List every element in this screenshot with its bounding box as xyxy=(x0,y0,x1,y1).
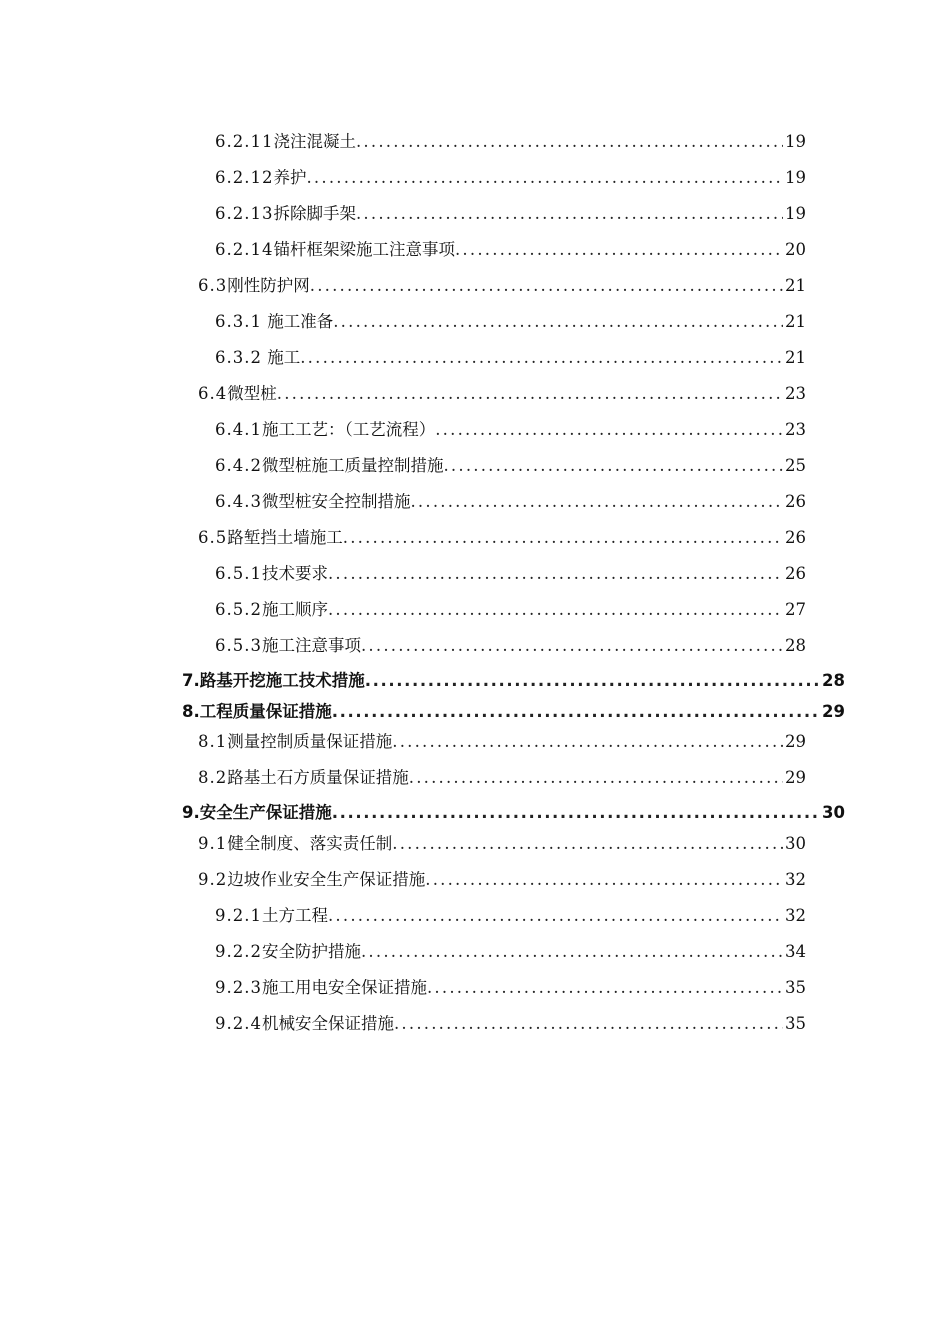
toc-entry[interactable] xyxy=(215,560,806,584)
toc-page-number: 20 xyxy=(785,240,806,259)
toc-entry[interactable] xyxy=(198,830,806,854)
toc-page-number: 26 xyxy=(785,564,806,583)
toc-number: 9.2 xyxy=(198,870,228,889)
leader-dots xyxy=(277,384,783,403)
toc-number: 9. xyxy=(182,803,200,822)
toc-page-number: 21 xyxy=(785,276,806,295)
leader-dots xyxy=(427,978,783,997)
toc-title: 健全制度、落实责任制 xyxy=(227,834,393,853)
toc-title: 路基土石方质量保证措施 xyxy=(227,768,409,787)
toc-entry[interactable] xyxy=(215,128,806,152)
toc-number: 6.2.12 xyxy=(215,168,274,187)
leader-dots xyxy=(361,636,783,655)
toc-title: 路堑挡土墙施工 xyxy=(227,528,343,547)
leader-dots xyxy=(435,420,783,439)
toc-title: 锚杆框架梁施工注意事项 xyxy=(273,240,455,259)
toc-number: 6.4 xyxy=(198,384,228,403)
toc-title: 施工 xyxy=(261,348,301,367)
toc-page-number: 23 xyxy=(785,384,806,403)
toc-number: 9.2.1 xyxy=(215,906,262,925)
toc-number: 6.4.2 xyxy=(215,456,262,475)
toc-number: 6.5.1 xyxy=(215,564,262,583)
toc-chapter[interactable] xyxy=(182,698,845,722)
toc-number: 8.2 xyxy=(198,768,228,787)
toc-title: 机械安全保证措施 xyxy=(261,1014,394,1033)
toc-page-number: 28 xyxy=(785,636,806,655)
toc-entry[interactable] xyxy=(215,344,806,368)
toc-number: 6.5.3 xyxy=(215,636,262,655)
leader-dots xyxy=(356,132,783,151)
toc-title: 工程质量保证措施 xyxy=(199,702,332,721)
leader-dots xyxy=(455,240,783,259)
toc-page-number: 30 xyxy=(822,803,845,822)
toc-title: 边坡作业安全生产保证措施 xyxy=(227,870,426,889)
toc-number: 9.2.4 xyxy=(215,1014,262,1033)
toc-chapter[interactable] xyxy=(182,799,845,823)
toc-entry[interactable] xyxy=(215,1010,806,1034)
toc-number: 6.4.1 xyxy=(215,420,262,439)
toc-number: 6.5 xyxy=(198,528,228,547)
toc-page-number: 23 xyxy=(785,420,806,439)
toc-page-number: 26 xyxy=(785,528,806,547)
leader-dots xyxy=(365,671,820,690)
toc-entry[interactable] xyxy=(198,866,806,890)
toc-chapter[interactable] xyxy=(182,667,845,691)
toc-page-number: 34 xyxy=(785,942,806,961)
toc-page-number: 27 xyxy=(785,600,806,619)
toc-number: 6.3.1 xyxy=(215,312,262,331)
toc-entry[interactable] xyxy=(198,524,806,548)
toc-entry[interactable] xyxy=(215,938,806,962)
toc-title: 路基开挖施工技术措施 xyxy=(199,671,365,690)
toc-title: 施工顺序 xyxy=(261,600,328,619)
toc-number: 6.3 xyxy=(198,276,228,295)
toc-number: 9.2.2 xyxy=(215,942,262,961)
toc-entry[interactable] xyxy=(215,200,806,224)
toc-page-number: 21 xyxy=(785,312,806,331)
toc-number: 9.2.3 xyxy=(215,978,262,997)
leader-dots xyxy=(333,312,783,331)
toc-title: 刚性防护网 xyxy=(227,276,310,295)
toc-page-number: 29 xyxy=(785,768,806,787)
toc-page-number: 19 xyxy=(785,204,806,223)
toc-page-number: 32 xyxy=(785,870,806,889)
leader-dots xyxy=(343,528,783,547)
toc-title: 养护 xyxy=(273,168,307,187)
leader-dots xyxy=(409,768,783,787)
leader-dots xyxy=(328,906,783,925)
toc-number: 8.1 xyxy=(198,732,228,751)
toc-entry[interactable] xyxy=(198,764,806,788)
toc-entry[interactable] xyxy=(215,416,806,440)
toc-page-number: 26 xyxy=(785,492,806,511)
toc-entry[interactable] xyxy=(215,902,806,926)
toc-entry[interactable] xyxy=(198,728,806,752)
toc-entry[interactable] xyxy=(215,596,806,620)
toc-entry[interactable] xyxy=(215,974,806,998)
toc-title: 浇注混凝土 xyxy=(273,132,356,151)
toc-title: 测量控制质量保证措施 xyxy=(227,732,393,751)
toc-number: 6.3.2 xyxy=(215,348,262,367)
toc-number: 6.2.13 xyxy=(215,204,274,223)
leader-dots xyxy=(410,492,783,511)
toc-number: 6.5.2 xyxy=(215,600,262,619)
toc-title: 微型桩 xyxy=(227,384,277,403)
leader-dots xyxy=(361,942,783,961)
toc-number: 8. xyxy=(182,702,200,721)
toc-title: 微型桩施工质量控制措施 xyxy=(261,456,444,475)
toc-page-number: 21 xyxy=(785,348,806,367)
toc-entry[interactable] xyxy=(215,488,806,512)
leader-dots xyxy=(392,732,783,751)
toc-page-number: 35 xyxy=(785,978,806,997)
toc-entry[interactable] xyxy=(215,308,806,332)
leader-dots xyxy=(392,834,783,853)
toc-entry[interactable] xyxy=(215,164,806,188)
toc-entry[interactable] xyxy=(215,632,806,656)
toc-title: 土方工程 xyxy=(261,906,328,925)
toc-page-number: 28 xyxy=(822,671,845,690)
toc-title: 安全生产保证措施 xyxy=(199,803,332,822)
toc-page-number: 32 xyxy=(785,906,806,925)
toc-page-number: 29 xyxy=(822,702,845,721)
toc-title: 施工准备 xyxy=(261,312,334,331)
toc-number: 6.2.11 xyxy=(215,132,274,151)
toc-title: 施工注意事项 xyxy=(261,636,361,655)
toc-page-number: 25 xyxy=(785,456,806,475)
toc-title: 施工工艺：（工艺流程） xyxy=(261,420,436,439)
leader-dots xyxy=(443,456,783,475)
toc-number: 7. xyxy=(182,671,200,690)
leader-dots xyxy=(328,600,783,619)
leader-dots xyxy=(328,564,783,583)
toc-title: 技术要求 xyxy=(261,564,328,583)
toc-title: 微型桩安全控制措施 xyxy=(261,492,411,511)
toc-page-number: 30 xyxy=(785,834,806,853)
toc-page-number: 19 xyxy=(785,132,806,151)
toc-page-number: 29 xyxy=(785,732,806,751)
leader-dots xyxy=(356,204,783,223)
leader-dots xyxy=(332,803,820,822)
toc-entry[interactable] xyxy=(198,272,806,296)
toc-page-number: 35 xyxy=(785,1014,806,1033)
toc-number: 6.2.14 xyxy=(215,240,274,259)
leader-dots xyxy=(425,870,783,889)
leader-dots xyxy=(310,276,783,295)
leader-dots xyxy=(332,702,820,721)
leader-dots xyxy=(306,168,783,187)
toc-entry[interactable] xyxy=(215,236,806,260)
leader-dots xyxy=(394,1014,783,1033)
toc-number: 6.4.3 xyxy=(215,492,262,511)
toc-page-number: 19 xyxy=(785,168,806,187)
toc-title: 安全防护措施 xyxy=(261,942,361,961)
toc-title: 拆除脚手架 xyxy=(273,204,356,223)
toc-title: 施工用电安全保证措施 xyxy=(261,978,427,997)
toc-entry[interactable] xyxy=(215,452,806,476)
toc-number: 9.1 xyxy=(198,834,228,853)
leader-dots xyxy=(300,348,783,367)
toc-entry[interactable] xyxy=(198,380,806,404)
